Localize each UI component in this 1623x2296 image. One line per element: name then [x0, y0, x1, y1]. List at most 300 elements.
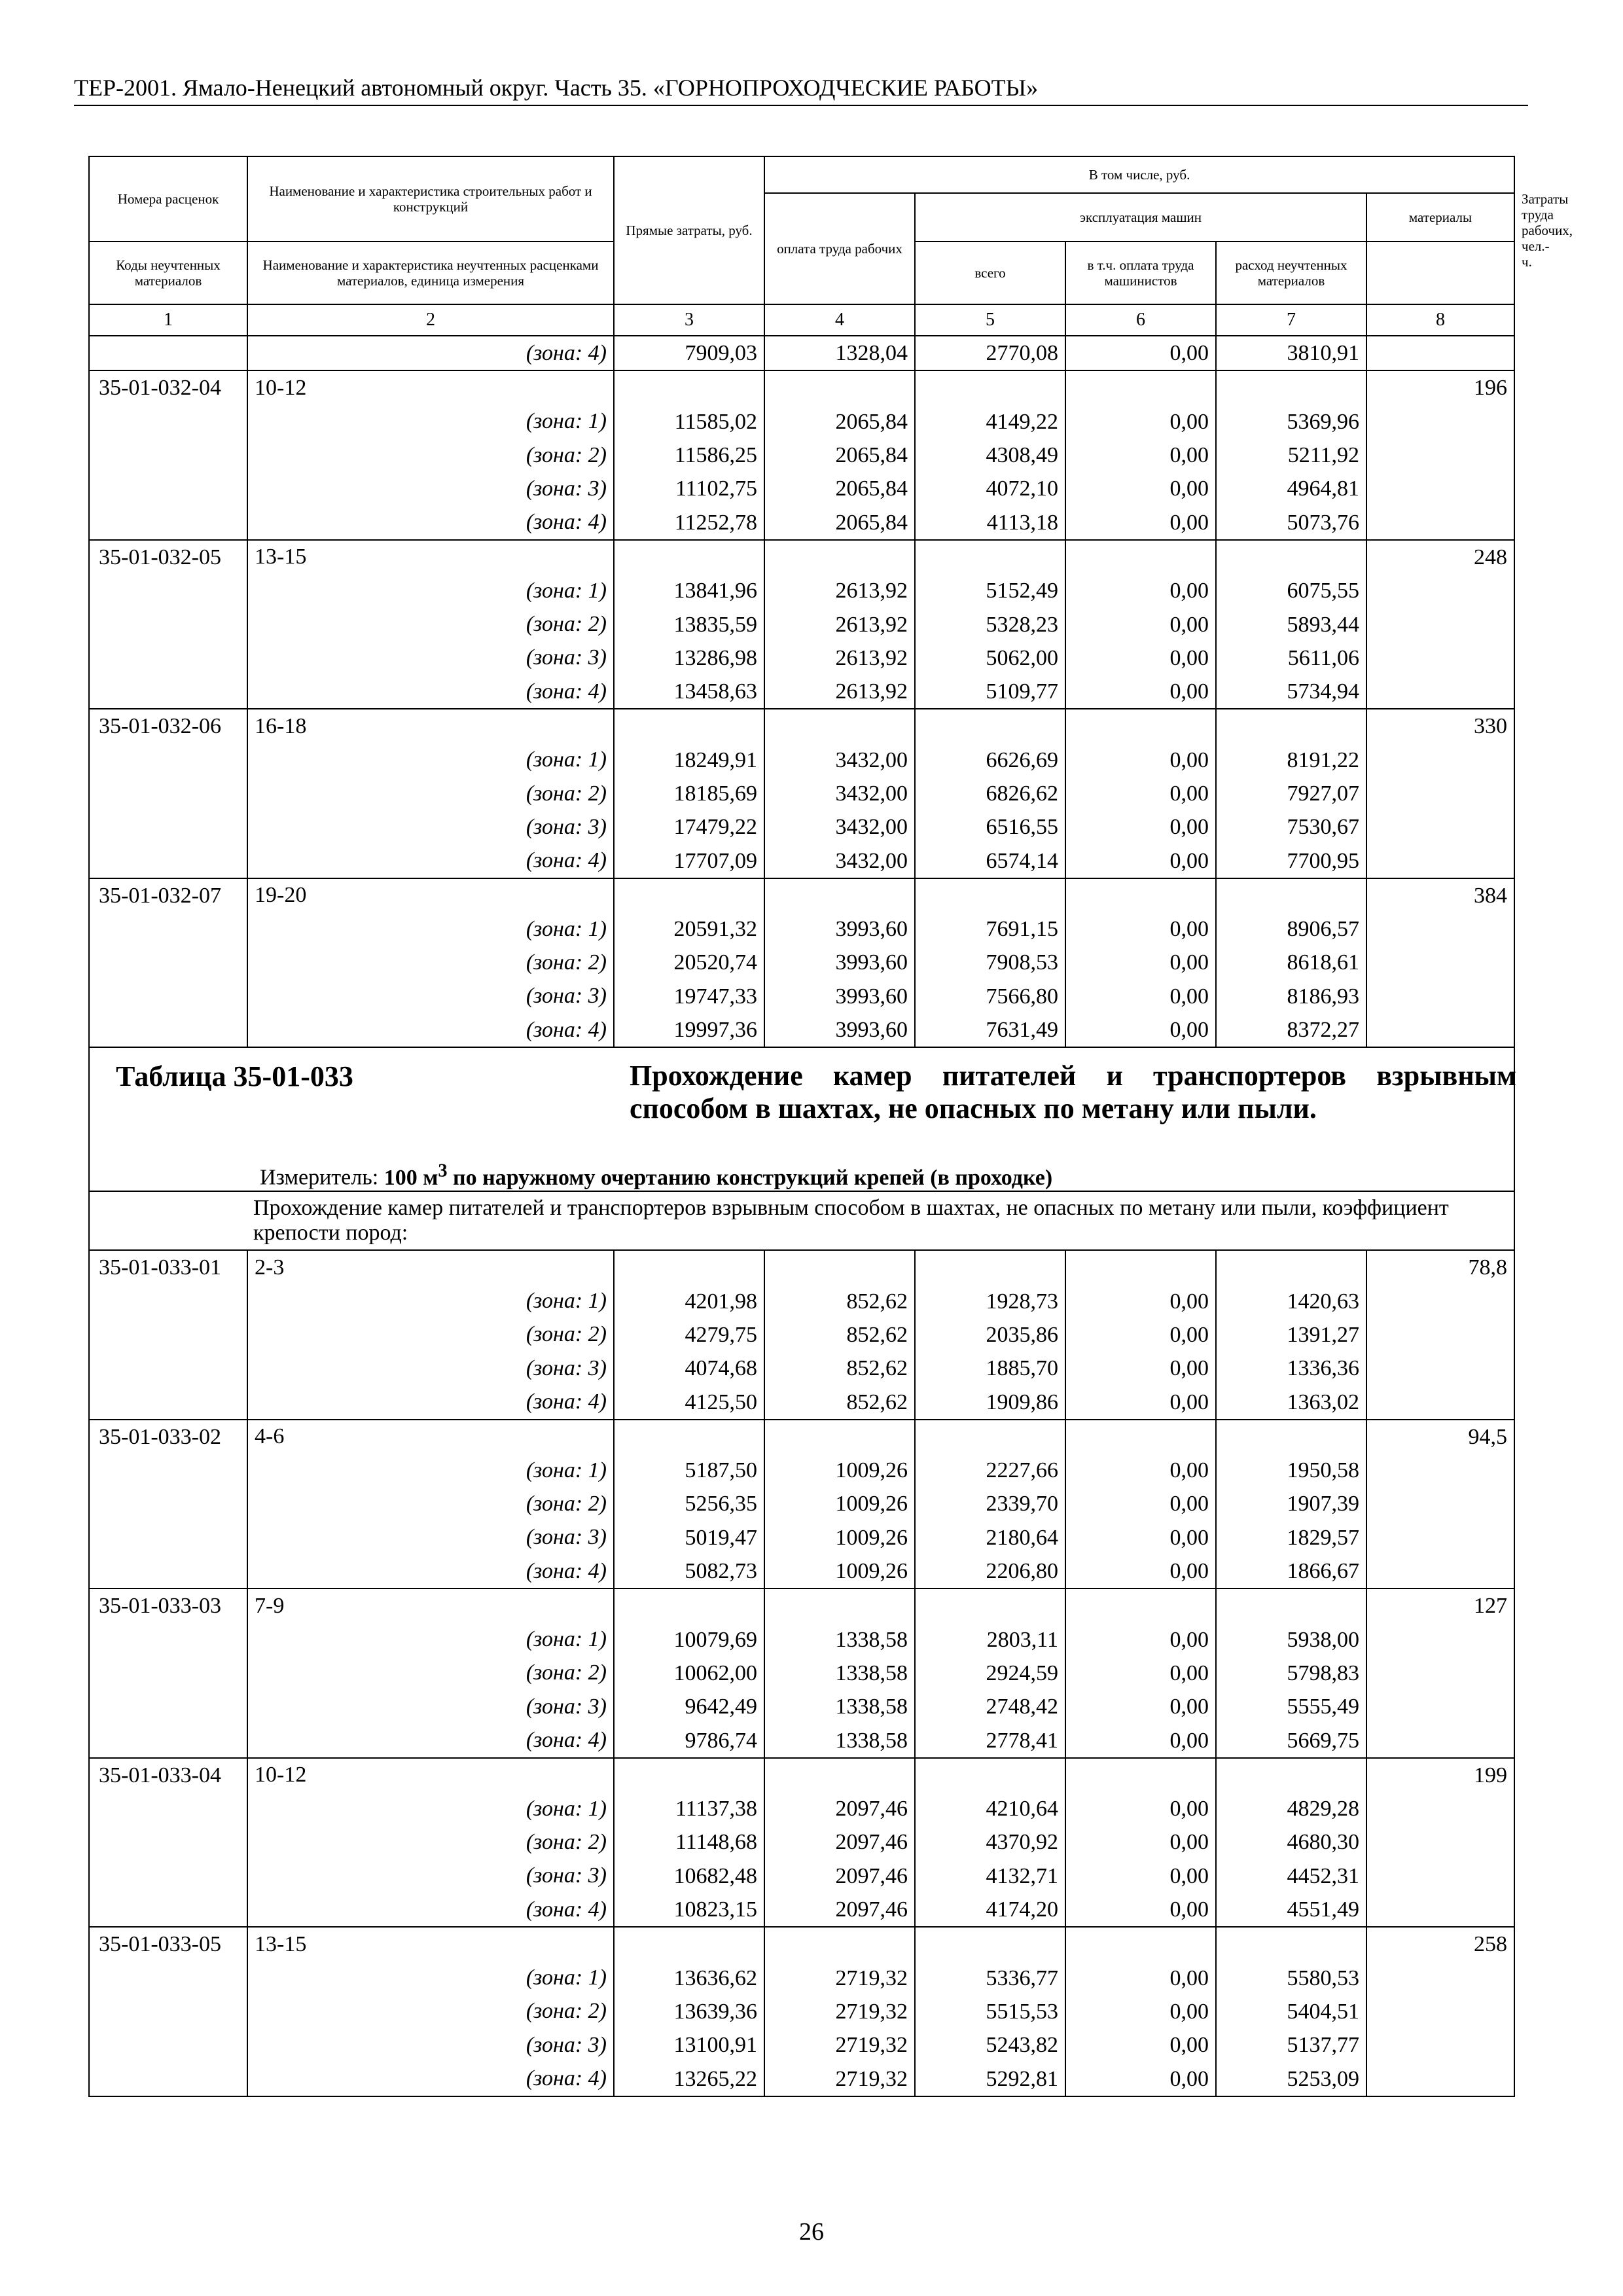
machinists-cell: 0,00	[1065, 1352, 1216, 1385]
direct-costs-cell: 5082,73	[614, 1554, 764, 1588]
machines-cell: 5328,23	[915, 607, 1065, 641]
direct-costs-cell: 13458,63	[614, 675, 764, 709]
machines-cell: 6516,55	[915, 810, 1065, 844]
zone-row	[89, 574, 1514, 607]
zone-label: (зона: 3)	[247, 1859, 614, 1893]
labor-pay-cell: 2613,92	[764, 574, 915, 607]
labor-pay-cell: 852,62	[764, 1318, 915, 1352]
labor-costs-cell: 127	[1366, 1588, 1514, 1623]
machines-cell: 4370,92	[915, 1825, 1065, 1859]
section-body	[89, 1047, 1514, 1250]
direct-costs-cell: 20520,74	[614, 946, 764, 979]
labor-costs-cell: 330	[1366, 709, 1514, 743]
zone-label: (зона: 2)	[247, 1487, 614, 1520]
zone-label: (зона: 1)	[247, 1623, 614, 1657]
zone-label: (зона: 2)	[247, 607, 614, 641]
page-header: ТЕР-2001. Ямало-Ненецкий автономный округ. Часть 35. «ГОРНОПРОХОДЧЕСКИЕ РАБОТЫ»	[74, 73, 1528, 106]
labor-pay-cell: 2065,84	[764, 439, 915, 472]
zone-row	[89, 2062, 1514, 2096]
zone-label: (зона: 3)	[247, 1690, 614, 1723]
measure-prefix: Измеритель:	[260, 1165, 379, 1190]
machinists-cell: 0,00	[1065, 744, 1216, 777]
direct-costs-cell: 13286,98	[614, 641, 764, 675]
direct-costs-cell: 7909,03	[614, 336, 764, 370]
col-num-4: 4	[764, 304, 915, 336]
materials-cell: 8906,57	[1216, 912, 1366, 946]
direct-costs-cell: 4125,50	[614, 1385, 764, 1419]
materials-cell: 5611,06	[1216, 641, 1366, 675]
labor-pay-cell: 2097,46	[764, 1792, 915, 1825]
rate-code: 35-01-032-07	[89, 878, 247, 912]
materials-cell: 8186,93	[1216, 980, 1366, 1013]
zone-row	[89, 1995, 1514, 2028]
zone-row	[89, 1623, 1514, 1657]
labor-pay-cell: 852,62	[764, 1285, 915, 1318]
measure-suffix: по наружному очертанию конструкций крепей (в проходке)	[453, 1165, 1053, 1190]
zone-row	[89, 1318, 1514, 1352]
machines-cell: 2924,59	[915, 1657, 1065, 1690]
zone-row	[89, 1859, 1514, 1893]
machines-cell: 2748,42	[915, 1690, 1065, 1723]
labor-pay-cell: 852,62	[764, 1352, 915, 1385]
zone-row	[89, 1657, 1514, 1690]
zone-row	[89, 675, 1514, 709]
zone-row	[89, 1352, 1514, 1385]
measure-sup: 3	[438, 1160, 448, 1181]
col-materials: материалы	[1366, 193, 1514, 242]
labor-costs-cell: 78,8	[1366, 1250, 1514, 1284]
zone-row	[89, 1893, 1514, 1927]
materials-cell: 8618,61	[1216, 946, 1366, 979]
direct-costs-cell: 11137,38	[614, 1792, 764, 1825]
col-including: В том числе, руб.	[764, 156, 1514, 193]
machines-cell: 2227,66	[915, 1454, 1065, 1487]
rates-table: Номера расценок Наименование и характеристика строительных работ и конструкций Прямые затраты, руб. В том числе, руб. Затраты труда рабочих, чел.-ч. оплата труда рабочих эксплуатация машин материалы Коды неучтенных материалов Наименование и характеристика неучтенных расценками материалов, единица измерения всего в т.ч. оплата труда машинистов расход неучтенных материалов 1 2 3 4 5 6 7 8 (зона: 4) 7909,03 1328,04 2770,08 0,00 3810,91 35-01-032-04 10-12 196 (зона: 1) 11585,02 2065,84 4149,22 0,00 5369,96 (зона: 2) 11586,25 2065,84 4308,49 0,00 5211,92 (зона: 3) 11102,75 2065,84 4072,10 0,00 4964,81 (зона: 4) 11252,78 2065,84 4113,18 0,00 5073,76 35-01-032-05 13-15 248 (зона: 1) 13841,96 2613,92 5152,49 0,00 6075,55 (зона: 2) 13835,59 2613,92 5328,23 0,00 5893,44 (зона: 3) 13286,98 2613,92 5062,00 0,00 5611,06 (зона: 4) 13458,63 2613,92 5109,77 0,00 5734,94 35-01-032-06 16-18 330 (зона: 1) 18249,91 3432,00 6626,69 0,00 8191,22 (зона: 2) 18185,69 3432,00 6826,62 0,00 7927,07 (зона: 3) 17479,22 3432,00 6516,55 0,00 7530,67 (зона: 4) 17707,09 3432,00 6574,14 0,00 7700,95 35-01-032-07 19-20 384 (зона: 1) 20591,32 3993,60 7691,15 0,00 8906,57 (зона: 2) 20520,74 3993,60 7908,53 0,00 8618,61 (зона: 3) 19747,33 3993,60 7566,80 0,00 8186,93 (зона: 4) 19997,36 3993,60 7631,49 0,00 8372,27 Таблица 35-01-033 Прохождение камер питателей и транспортеров взрывным способом в шахтах, не опасных по метану или пыли. Измеритель: 100 $м^3$ по наружному очертанию конструкций крепей (в проходке) Прохождение камер питателей и транспортеров взрывным способом в шахтах, не опасных по метану или пыли, коэффициент крепости пород: 35-01-033-01 2-3 78,8 (зона: 1) 4201,98 852,62 1928,73 0,00 1420,63 (зона: 2) 4279,75 852,62 2035,86 0,00 1391,27 (зона: 3) 4074,68 852,62 1885,70 0,00 1336,36 (зона: 4) 4125,50 852,62 1909,86 0,00 1363,02 35-01-033-02 4-6 94,5 (зона: 1) 5187,50 1009,26 2227,66 0,00 1950,58 (зона: 2) 5256,35 1009,26 2339,70 0,00 1907,39 (зона: 3) 5019,47 1009,26 2180,64 0,00 1829,57 (зона: 4) 5082,73 1009,26 2206,80 0,00 1866,67 35-01-033-03 7-9 127 (зона: 1) 10079,69 1338,58 2803,11 0,00 5938,00 (зона: 2) 10062,00 1338,58 2924,59 0,00 5798,83 (зона: 3) 9642,49 1338,58 2748,42 0,00 5555,49 (зона: 4) 9786,74 1338,58 2778,41 0,00 5669,75 35-01-033-04 10-12 199 (зона: 1) 11137,38 2097,46 4210,64 0,00 4829,28 (зона: 2) 11148,68 2097,46 4370,92 0,00 4680,30 (зона: 3) 10682,48 2097,46 4132,71 0,00 4452,31 (зона: 4) 10823,15 2097,46 4174,20 0,00 4551,49 35-01-033-05 13-15 258 (зона: 1) 13636,62 2719,32 5336,77 0,00 5580,53 (зона: 2) 13639,36 2719,32 5515,53 0,00 5404,51 (зона: 3) 13100,91 2719,32 5243,82 0,00 5137,77 (зона: 4) 13265,22 2719,32 5292,81 0,00 5253,09	[88, 156, 1515, 2097]
machinists-cell: 0,00	[1065, 641, 1216, 675]
materials-cell: 1336,36	[1216, 1352, 1366, 1385]
labor-pay-cell: 2613,92	[764, 675, 915, 709]
machinists-cell: 0,00	[1065, 675, 1216, 709]
zone-label: (зона: 1)	[247, 405, 614, 439]
zone-label: (зона: 2)	[247, 439, 614, 472]
machinists-cell: 0,00	[1065, 1893, 1216, 1927]
materials-cell: 5404,51	[1216, 1995, 1366, 2028]
labor-pay-cell: 2719,32	[764, 1961, 915, 1994]
machines-cell: 1909,86	[915, 1385, 1065, 1419]
direct-costs-cell: 5187,50	[614, 1454, 764, 1487]
zone-label: (зона: 3)	[247, 472, 614, 505]
labor-pay-cell: 2065,84	[764, 472, 915, 505]
zone-label: (зона: 1)	[247, 574, 614, 607]
machines-cell: 4072,10	[915, 472, 1065, 505]
materials-cell: 5211,92	[1216, 439, 1366, 472]
zone-label: (зона: 4)	[247, 1385, 614, 1419]
col-labor-pay: оплата труда рабочих	[764, 193, 915, 304]
direct-costs-cell: 19747,33	[614, 980, 764, 1013]
machines-cell: 2035,86	[915, 1318, 1065, 1352]
machines-cell: 5336,77	[915, 1961, 1065, 1994]
materials-cell: 4829,28	[1216, 1792, 1366, 1825]
direct-costs-cell: 18185,69	[614, 777, 764, 810]
direct-costs-cell: 9786,74	[614, 1723, 764, 1757]
machinists-cell: 0,00	[1065, 405, 1216, 439]
zone-row	[89, 1690, 1514, 1723]
zone-label: (зона: 3)	[247, 641, 614, 675]
machines-cell: 7691,15	[915, 912, 1065, 946]
col-num-7: 7	[1216, 304, 1366, 336]
machinists-cell: 0,00	[1065, 1690, 1216, 1723]
machines-cell: 4132,71	[915, 1859, 1065, 1893]
rate-label: 7-9	[247, 1588, 614, 1623]
rate-code: 35-01-033-04	[89, 1758, 247, 1792]
zone-row	[89, 2028, 1514, 2062]
zone-row	[89, 980, 1514, 1013]
machines-cell: 1885,70	[915, 1352, 1065, 1385]
machinists-cell: 0,00	[1065, 1995, 1216, 2028]
labor-costs-cell: 248	[1366, 540, 1514, 574]
materials-cell: 5893,44	[1216, 607, 1366, 641]
col-num-1: 1	[89, 304, 247, 336]
direct-costs-cell: 20591,32	[614, 912, 764, 946]
labor-pay-cell: 1338,58	[764, 1657, 915, 1690]
rate-label: 2-3	[247, 1250, 614, 1284]
labor-costs-cell: 258	[1366, 1927, 1514, 1961]
direct-costs-cell: 11102,75	[614, 472, 764, 505]
zone-label: (зона: 2)	[247, 946, 614, 979]
machinists-cell: 0,00	[1065, 1318, 1216, 1352]
machinists-cell: 0,00	[1065, 844, 1216, 878]
zone-label: (зона: 4)	[247, 336, 614, 370]
labor-pay-cell: 2613,92	[764, 607, 915, 641]
zone-row	[89, 472, 1514, 505]
labor-pay-cell: 1338,58	[764, 1623, 915, 1657]
rate-code: 35-01-033-05	[89, 1927, 247, 1961]
direct-costs-cell: 13841,96	[614, 574, 764, 607]
rate-group-header	[89, 1588, 1514, 1623]
labor-pay-cell: 2097,46	[764, 1859, 915, 1893]
rate-group-header	[89, 1927, 1514, 1961]
labor-pay-cell: 2065,84	[764, 505, 915, 539]
direct-costs-cell: 17707,09	[614, 844, 764, 878]
zone-label: (зона: 2)	[247, 1318, 614, 1352]
machinists-cell: 0,00	[1065, 1487, 1216, 1520]
direct-costs-cell: 11585,02	[614, 405, 764, 439]
rates-table-wrapper	[88, 156, 1573, 2097]
labor-pay-cell: 1009,26	[764, 1554, 915, 1588]
zone-row	[89, 1961, 1514, 1994]
table-body-a	[89, 336, 1514, 1047]
direct-costs-cell: 18249,91	[614, 744, 764, 777]
direct-costs-cell: 13639,36	[614, 1995, 764, 2028]
col-num-2: 2	[247, 304, 614, 336]
zone-label: (зона: 4)	[247, 844, 614, 878]
zone-row	[89, 1487, 1514, 1520]
col-uncounted-materials: расход неучтенных материалов	[1216, 242, 1366, 304]
labor-costs-cell: 196	[1366, 370, 1514, 404]
machinists-cell: 0,00	[1065, 574, 1216, 607]
direct-costs-cell: 4074,68	[614, 1352, 764, 1385]
materials-cell: 4452,31	[1216, 1859, 1366, 1893]
machines-cell: 4308,49	[915, 439, 1065, 472]
zone-label: (зона: 2)	[247, 1657, 614, 1690]
direct-costs-cell: 11252,78	[614, 505, 764, 539]
zone-row	[89, 641, 1514, 675]
col-num-3: 3	[614, 304, 764, 336]
section-subheading: Прохождение камер питателей и транспортеров взрывным способом в шахтах, не опасных по метану или пыли, коэффициент крепости пород:	[89, 1191, 1514, 1250]
labor-pay-cell: 3432,00	[764, 744, 915, 777]
zone-row	[89, 1825, 1514, 1859]
zone-label: (зона: 4)	[247, 2062, 614, 2096]
labor-pay-cell: 3432,00	[764, 810, 915, 844]
rate-group-header	[89, 540, 1514, 574]
zone-row	[89, 405, 1514, 439]
machines-cell: 2339,70	[915, 1487, 1065, 1520]
rate-code: 35-01-032-05	[89, 540, 247, 574]
machinists-cell: 0,00	[1065, 810, 1216, 844]
zone-row	[89, 844, 1514, 878]
direct-costs-cell: 13636,62	[614, 1961, 764, 1994]
direct-costs-cell: 13835,59	[614, 607, 764, 641]
machines-cell: 4210,64	[915, 1792, 1065, 1825]
labor-costs-cell: 384	[1366, 878, 1514, 912]
direct-costs-cell: 5019,47	[614, 1521, 764, 1554]
machines-cell: 4174,20	[915, 1893, 1065, 1927]
labor-pay-cell: 2719,32	[764, 1995, 915, 2028]
direct-costs-cell: 10823,15	[614, 1893, 764, 1927]
labor-pay-cell: 1009,26	[764, 1521, 915, 1554]
machinists-cell: 0,00	[1065, 2028, 1216, 2062]
rate-label: 10-12	[247, 1758, 614, 1792]
zone-label: (зона: 2)	[247, 777, 614, 810]
rate-group-header	[89, 1250, 1514, 1284]
zone-label: (зона: 4)	[247, 505, 614, 539]
table-body-b	[89, 1250, 1514, 2096]
rate-code: 35-01-033-03	[89, 1588, 247, 1623]
zone-row	[89, 912, 1514, 946]
labor-pay-cell: 1338,58	[764, 1690, 915, 1723]
labor-pay-cell: 3432,00	[764, 777, 915, 810]
table-section-header	[89, 1047, 1514, 1191]
zone-row	[89, 946, 1514, 979]
materials-cell: 5253,09	[1216, 2062, 1366, 2096]
direct-costs-cell: 4201,98	[614, 1285, 764, 1318]
zone-row	[89, 1385, 1514, 1419]
zone-label: (зона: 4)	[247, 1554, 614, 1588]
materials-cell: 1866,67	[1216, 1554, 1366, 1588]
materials-cell: 7927,07	[1216, 777, 1366, 810]
machines-cell: 4113,18	[915, 505, 1065, 539]
zone-row	[89, 1521, 1514, 1554]
labor-pay-cell: 3993,60	[764, 1013, 915, 1047]
materials-cell: 8372,27	[1216, 1013, 1366, 1047]
zone-label: (зона: 3)	[247, 810, 614, 844]
measure-value: 100 м	[383, 1165, 438, 1190]
machinists-cell: 0,00	[1065, 505, 1216, 539]
direct-costs-cell: 9642,49	[614, 1690, 764, 1723]
col-num-5: 5	[915, 304, 1065, 336]
labor-pay-cell: 3993,60	[764, 912, 915, 946]
zone-label: (зона: 1)	[247, 744, 614, 777]
zone-row	[89, 607, 1514, 641]
machines-cell: 5243,82	[915, 2028, 1065, 2062]
machinists-cell: 0,00	[1065, 472, 1216, 505]
machinists-cell: 0,00	[1065, 1825, 1216, 1859]
section-measure	[260, 1160, 1052, 1190]
machinists-cell: 0,00	[1065, 1623, 1216, 1657]
zone-row	[89, 777, 1514, 810]
machines-cell: 5292,81	[915, 2062, 1065, 2096]
zone-label: (зона: 4)	[247, 1013, 614, 1047]
machines-cell: 6574,14	[915, 844, 1065, 878]
rate-label: 10-12	[247, 370, 614, 404]
materials-cell: 1829,57	[1216, 1521, 1366, 1554]
machinists-cell: 0,00	[1065, 336, 1216, 370]
labor-pay-cell: 1338,58	[764, 1723, 915, 1757]
machinists-cell: 0,00	[1065, 980, 1216, 1013]
machinists-cell: 0,00	[1065, 1554, 1216, 1588]
materials-cell: 4551,49	[1216, 1893, 1366, 1927]
materials-cell: 5580,53	[1216, 1961, 1366, 1994]
machines-cell: 6626,69	[915, 744, 1065, 777]
direct-costs-cell: 10062,00	[614, 1657, 764, 1690]
machinists-cell: 0,00	[1065, 912, 1216, 946]
rate-label: 16-18	[247, 709, 614, 743]
col-work-name: Наименование и характеристика строительных работ и конструкций	[247, 156, 614, 242]
direct-costs-cell: 17479,22	[614, 810, 764, 844]
rate-group-header	[89, 709, 1514, 743]
materials-cell: 7530,67	[1216, 810, 1366, 844]
zone-row	[89, 1554, 1514, 1588]
machinists-cell: 0,00	[1065, 2062, 1216, 2096]
zone-row	[89, 810, 1514, 844]
materials-cell: 4964,81	[1216, 472, 1366, 505]
section-title: Таблица 35-01-033	[116, 1060, 353, 1093]
labor-pay-cell: 3993,60	[764, 946, 915, 979]
zone-row	[89, 1285, 1514, 1318]
machines-cell: 1928,73	[915, 1285, 1065, 1318]
machines-cell: 5152,49	[915, 574, 1065, 607]
labor-costs-cell: 199	[1366, 1758, 1514, 1792]
materials-cell: 1420,63	[1216, 1285, 1366, 1318]
machines-cell: 7908,53	[915, 946, 1065, 979]
zone-label: (зона: 1)	[247, 1792, 614, 1825]
zone-row	[89, 744, 1514, 777]
rate-label: 13-15	[247, 540, 614, 574]
rate-label: 4-6	[247, 1420, 614, 1454]
zone-label: (зона: 1)	[247, 1454, 614, 1487]
machines-cell: 2803,11	[915, 1623, 1065, 1657]
labor-pay-cell: 2719,32	[764, 2062, 915, 2096]
materials-cell: 5798,83	[1216, 1657, 1366, 1690]
col-machines: эксплуатация машин	[915, 193, 1366, 242]
machinists-cell: 0,00	[1065, 1859, 1216, 1893]
rate-label: 19-20	[247, 878, 614, 912]
machinists-cell: 0,00	[1065, 607, 1216, 641]
labor-pay-cell: 3993,60	[764, 980, 915, 1013]
labor-pay-cell: 2613,92	[764, 641, 915, 675]
machinists-cell: 0,00	[1065, 1792, 1216, 1825]
col-num-8: 8	[1366, 304, 1514, 336]
col-direct-costs: Прямые затраты, руб.	[614, 156, 764, 304]
rate-label: 13-15	[247, 1927, 614, 1961]
rate-code: 35-01-032-06	[89, 709, 247, 743]
rate-code: 35-01-033-02	[89, 1420, 247, 1454]
zone-label: (зона: 3)	[247, 1521, 614, 1554]
col-machines-total: всего	[915, 242, 1065, 304]
materials-cell: 1907,39	[1216, 1487, 1366, 1520]
page-number: 26	[799, 2218, 824, 2246]
direct-costs-cell: 10079,69	[614, 1623, 764, 1657]
col-uncounted-name: Наименование и характеристика неучтенных расценками материалов, единица измерения	[247, 242, 614, 304]
machines-cell: 2180,64	[915, 1521, 1065, 1554]
zone-label: (зона: 1)	[247, 1961, 614, 1994]
materials-cell: 5073,76	[1216, 505, 1366, 539]
section-description: Прохождение камер питателей и транспортеров взрывным способом в шахтах, не опасных по метану или пыли.	[630, 1060, 1516, 1125]
rate-group-header	[89, 1758, 1514, 1792]
materials-cell: 4680,30	[1216, 1825, 1366, 1859]
materials-cell: 5669,75	[1216, 1723, 1366, 1757]
materials-cell: 1363,02	[1216, 1385, 1366, 1419]
machinists-cell: 0,00	[1065, 1961, 1216, 1994]
zone-row	[89, 439, 1514, 472]
labor-pay-cell: 1328,04	[764, 336, 915, 370]
machines-cell: 7631,49	[915, 1013, 1065, 1047]
labor-pay-cell: 1009,26	[764, 1487, 915, 1520]
machinists-cell: 0,00	[1065, 946, 1216, 979]
machines-cell: 4149,22	[915, 405, 1065, 439]
rate-code: 35-01-032-04	[89, 370, 247, 404]
rate-code: 35-01-033-01	[89, 1250, 247, 1284]
zone-label: (зона: 1)	[247, 912, 614, 946]
rate-group-header	[89, 1420, 1514, 1454]
zone-label: (зона: 4)	[247, 1723, 614, 1757]
machines-cell: 2206,80	[915, 1554, 1065, 1588]
machinists-cell: 0,00	[1065, 777, 1216, 810]
machinists-cell: 0,00	[1065, 1013, 1216, 1047]
materials-cell: 5369,96	[1216, 405, 1366, 439]
machines-cell: 5109,77	[915, 675, 1065, 709]
zone-label: (зона: 1)	[247, 1285, 614, 1318]
machines-cell: 7566,80	[915, 980, 1065, 1013]
materials-cell: 5137,77	[1216, 2028, 1366, 2062]
labor-costs-cell: 94,5	[1366, 1420, 1514, 1454]
col-machinists-pay: в т.ч. оплата труда машинистов	[1065, 242, 1216, 304]
direct-costs-cell: 13100,91	[614, 2028, 764, 2062]
machinists-cell: 0,00	[1065, 1454, 1216, 1487]
zone-label: (зона: 3)	[247, 2028, 614, 2062]
materials-cell: 8191,22	[1216, 744, 1366, 777]
direct-costs-cell: 4279,75	[614, 1318, 764, 1352]
zone-row	[89, 1723, 1514, 1757]
zone-label: (зона: 3)	[247, 980, 614, 1013]
labor-pay-cell: 3432,00	[764, 844, 915, 878]
col-uncounted-codes: Коды неучтенных материалов	[89, 242, 247, 304]
labor-pay-cell: 2065,84	[764, 405, 915, 439]
zone-label: (зона: 4)	[247, 1893, 614, 1927]
zone-row	[89, 505, 1514, 539]
carry-row	[89, 336, 1514, 370]
machines-cell: 6826,62	[915, 777, 1065, 810]
machinists-cell: 0,00	[1065, 1385, 1216, 1419]
direct-costs-cell: 13265,22	[614, 2062, 764, 2096]
col-rate-numbers: Номера расценок	[89, 156, 247, 242]
labor-pay-cell: 1009,26	[764, 1454, 915, 1487]
machines-cell: 2770,08	[915, 336, 1065, 370]
zone-label: (зона: 2)	[247, 1825, 614, 1859]
machinists-cell: 0,00	[1065, 1657, 1216, 1690]
labor-pay-cell: 2719,32	[764, 2028, 915, 2062]
materials-cell: 1950,58	[1216, 1454, 1366, 1487]
